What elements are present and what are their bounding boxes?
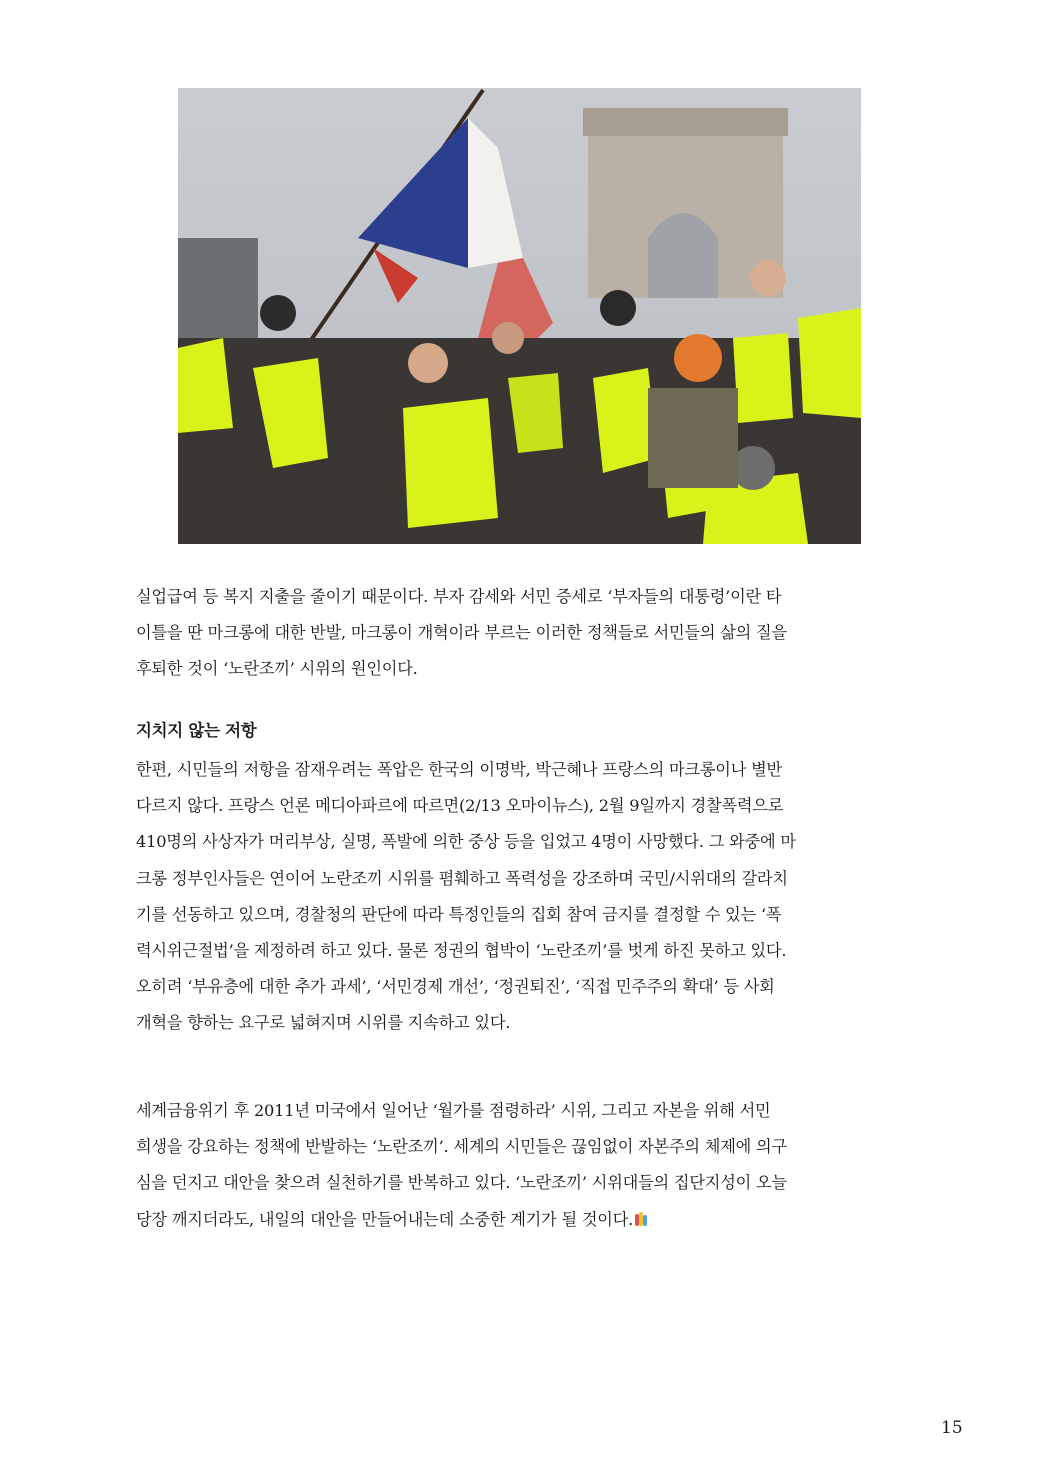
paragraph-line: 희생을 강요하는 정책에 반발하는 ‘노란조끼’. 세계의 시민들은 끊임없이 자본주의 체제에 의구: [136, 1137, 787, 1157]
paragraph-line: 후퇴한 것이 ‘노란조끼’ 시위의 원인이다.: [136, 659, 418, 679]
page-number: 15: [941, 1418, 963, 1438]
paragraph-line: 오히려 ‘부유층에 대한 추가 과세’, ‘서민경제 개선’, ‘정권퇴진’, ‘직접 민주주의 확대’ 등 사회: [136, 977, 775, 997]
protest-photo: [178, 88, 861, 544]
paragraph: [136, 752, 914, 1042]
paragraph: [136, 579, 914, 688]
paragraph-line: 력시위근절법’을 제정하려 하고 있다. 물론 정권의 협박이 ‘노란조끼’를 벗게 하진 못하고 있다.: [136, 941, 787, 961]
paragraph-line: 기를 선동하고 있으며, 경찰청의 판단에 따라 특정인들의 집회 참여 금지를 결정할 수 있는 ‘폭: [136, 904, 782, 924]
paragraph-line: 개혁을 향하는 요구로 넓혀지며 시위를 지속하고 있다.: [136, 1013, 511, 1033]
paragraph-line: 실업급여 등 복지 지출을 줄이기 때문이다. 부자 감세와 서민 증세로 ‘부자들의 대통령’이란 타: [136, 587, 782, 606]
paragraph: [136, 1093, 914, 1241]
end-mark-icon: [634, 1205, 648, 1241]
paragraph-line: 크롱 정부인사들은 연이어 노란조끼 시위를 폄훼하고 폭력성을 강조하며 국민/시위대의 갈라치: [136, 868, 788, 888]
paragraph-line: 410명의 사상자가 머리부상, 실명, 폭발에 의한 중상 등을 입었고 4명이 사망했다. 그 와중에 마: [136, 832, 796, 852]
paragraph-line: 한편, 시민들의 저항을 잠재우려는 폭압은 한국의 이명박, 박근혜나 프랑스의 마크롱이나 별반: [136, 760, 782, 779]
paragraph-line: 심을 던지고 대안을 찾으려 실천하기를 반복하고 있다. ‘노란조끼’ 시위대들의 집단지성이 오늘: [136, 1173, 787, 1193]
paragraph-line: 세계금융위기 후 2011년 미국에서 일어난 ‘월가를 점령하라’ 시위, 그리고 자본을 위해 서민: [136, 1101, 771, 1120]
section-heading: 지치지 않는 저항: [136, 721, 257, 740]
paragraph-line-text: 당장 깨지더라도, 내일의 대안을 만들어내는데 소중한 계기가 될 것이다.: [136, 1209, 634, 1229]
paragraph-line: 이틀을 딴 마크롱에 대한 반발, 마크롱이 개혁이라 부르는 이러한 정책들로 서민들의 삶의 질을: [136, 623, 787, 643]
paragraph-line: [136, 1202, 914, 1241]
paragraph-line: 다르지 않다. 프랑스 언론 메디아파르에 따르면(2/13 오마이뉴스), 2월 9일까지 경찰폭력으로: [136, 796, 784, 816]
